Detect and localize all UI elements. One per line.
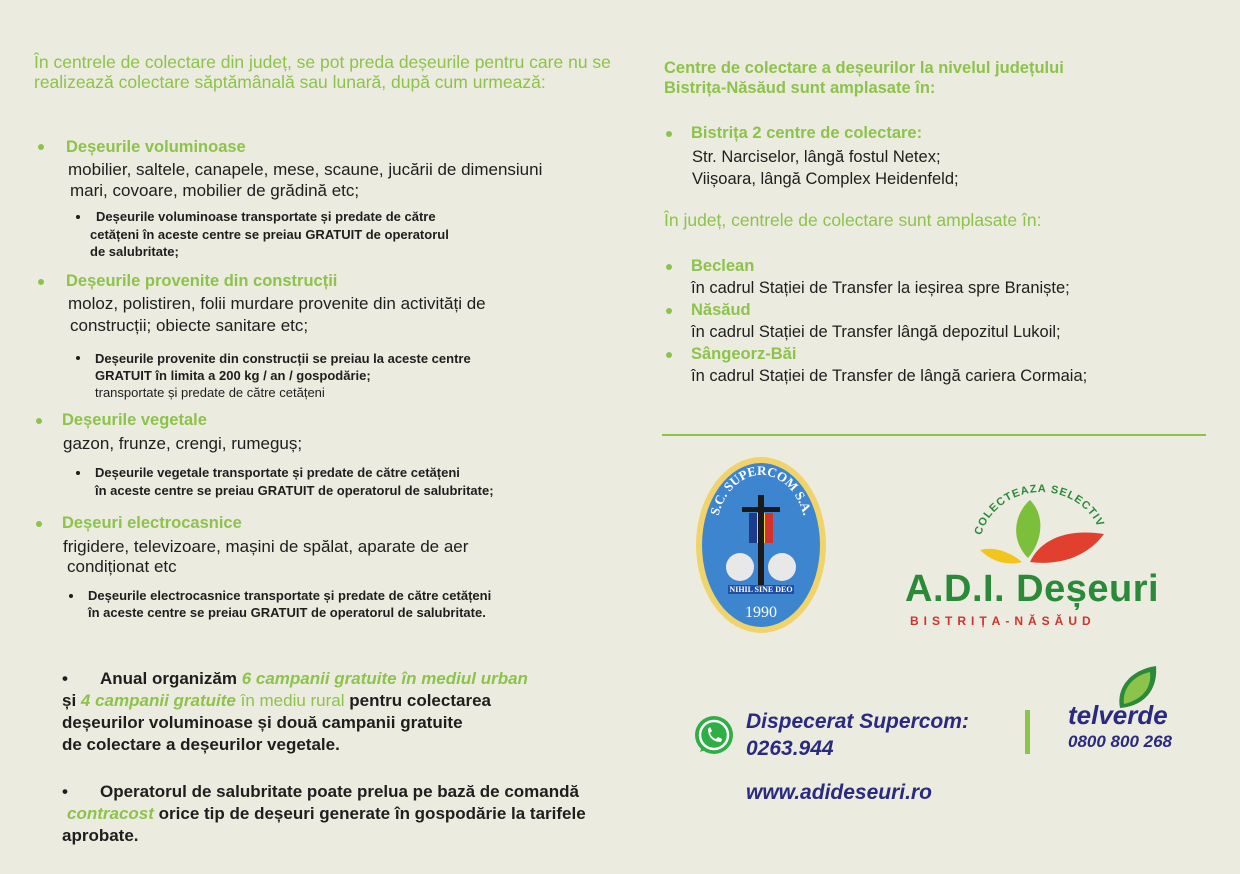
adi-title: A.D.I. Deșeuri	[905, 568, 1160, 610]
bullet-dot	[666, 352, 672, 358]
intro-text: În centrele de colectare din județ, se pot preda deșeurile pentru care nu se realizează colectare săptămânală sau lunară, după cum urmează:	[34, 52, 611, 92]
adi-subtitle: BISTRIȚA-NĂSĂUD	[910, 614, 1096, 628]
dispatcher-label: Dispecerat Supercom:	[746, 710, 969, 733]
supercom-year: 1990	[745, 604, 777, 621]
operator-text: aprobate.	[62, 826, 139, 845]
campaign-rural-label: în mediu rural	[240, 691, 345, 710]
category-title-vegetale: Deșeurile vegetale	[62, 411, 207, 429]
category-note: Deșeurile provenite din construcții se preiau la aceste centre	[95, 351, 471, 366]
category-desc: construcții; obiecte sanitare etc;	[70, 316, 309, 335]
campaign-text: de colectare a deșeurilor vegetale.	[62, 735, 340, 754]
category-note: transportate și predate de către cetățeni	[95, 385, 325, 400]
bistrita-location: Str. Narciselor, lângă fostul Netex;	[692, 148, 941, 166]
campaign-text: Anual organizăm	[100, 669, 237, 688]
divider	[662, 434, 1206, 436]
adi-arc-text: COLECTEAZA SELECTIV	[972, 482, 1107, 537]
supercom-motto: NIHIL SINE DEO	[729, 585, 793, 594]
campaign-rural: 4 campanii gratuite	[80, 691, 236, 710]
contact-divider	[1025, 710, 1030, 754]
dispatcher-phone: 0263.944	[746, 737, 834, 760]
operator-text: orice tip de deșeuri generate în gospodărie la tarifele	[158, 804, 586, 823]
note-dot	[76, 356, 80, 360]
location-nasaud: Năsăud	[691, 301, 751, 319]
campaign-paragraph: • Anual organizăm 6 campanii gratuite în mediul urban și 4 campanii gratuite în mediu rural pentru colectarea deșeurilor voluminoase și două campanii gratuite de colectare a deșeurilor vegetale.	[62, 668, 662, 756]
bullet-dot	[36, 418, 42, 424]
bullet-dot	[38, 144, 44, 150]
adi-leaves-logo	[970, 470, 1110, 570]
category-note: cetățeni în aceste centre se preiau GRATUIT de operatorul	[90, 227, 449, 242]
category-desc: gazon, frunze, crengi, rumeguș;	[63, 434, 303, 453]
telverde-phone: 0800 800 268	[1068, 732, 1172, 751]
note-dot	[76, 471, 80, 475]
bullet-dot	[666, 131, 672, 137]
bistrita-title: Bistrița 2 centre de colectare:	[691, 124, 923, 142]
dispatcher-contact	[746, 708, 969, 762]
location-beclean: Beclean	[691, 257, 755, 275]
category-title-voluminoase: Deșeurile voluminoase	[66, 138, 246, 156]
category-note: Deșeurile vegetale transportate și predate de către cetățeni	[95, 465, 460, 480]
category-desc: mari, covoare, mobilier de grădină etc;	[70, 181, 360, 200]
category-title-electrocasnice: Deșeuri electrocasnice	[62, 514, 242, 532]
category-desc: condiționat etc	[67, 557, 177, 576]
category-note: în aceste centre se preiau GRATUIT de operatorul de salubritate;	[95, 483, 494, 498]
category-note: de salubritate;	[90, 244, 179, 259]
note-dot	[69, 594, 73, 598]
operator-text: Operatorul de salubritate poate prelua pe bază de comandă	[100, 782, 579, 801]
location-sangeorz: Sângeorz-Băi	[691, 345, 797, 363]
bullet-dot	[38, 279, 44, 285]
campaign-text: și	[62, 691, 77, 710]
bistrita-location: Viișoara, lângă Complex Heidenfeld;	[692, 170, 959, 188]
operator-contracost: contracost	[67, 804, 154, 823]
category-desc: mobilier, saltele, canapele, mese, scaune, jucării de dimensiuni	[68, 160, 543, 179]
bullet-dot	[666, 308, 672, 314]
supercom-name: S.C. SUPERCOM S.A.	[706, 462, 816, 517]
location-desc: în cadrul Stației de Transfer la ieșirea spre Braniște;	[691, 279, 1070, 297]
whatsapp-icon	[692, 714, 736, 758]
category-title-constructii: Deșeurile provenite din construcții	[66, 272, 338, 290]
website-link[interactable]: www.adideseuri.ro	[746, 781, 932, 804]
campaign-text: deșeurilor voluminoase și două campanii gratuite	[62, 713, 463, 732]
category-desc: moloz, polistiren, folii murdare provenite din activități de	[68, 294, 486, 313]
right-title-line1: Centre de colectare a deșeurilor la nivelul județului	[664, 59, 1064, 77]
category-desc: frigidere, televizoare, mașini de spălat, aparate de aer	[63, 537, 469, 556]
right-title	[664, 58, 1204, 98]
bullet-dot	[36, 521, 42, 527]
telverde-logo: telverde	[1068, 700, 1168, 730]
campaign-text: pentru colectarea	[349, 691, 491, 710]
category-note: Deșeurile electrocasnice transportate și predate de către cetățeni	[88, 588, 492, 603]
note-dot	[76, 215, 80, 219]
category-note: în aceste centre se preiau GRATUIT de operatorul de salubritate.	[88, 605, 486, 620]
campaign-urban: 6 campanii gratuite în mediul urban	[241, 669, 528, 688]
category-note: Deșeurile voluminoase transportate și predate de către	[96, 209, 436, 224]
right-title-line2: Bistrița-Năsăud sunt amplasate în:	[664, 79, 936, 97]
location-desc: în cadrul Stației de Transfer lângă depozitul Lukoil;	[691, 323, 1061, 341]
location-desc: în cadrul Stației de Transfer de lângă cariera Cormaia;	[691, 367, 1088, 385]
bullet-dot	[666, 264, 672, 270]
supercom-logo	[694, 455, 828, 635]
judet-heading: În județ, centrele de colectare sunt amplasate în:	[664, 210, 1042, 230]
operator-paragraph: • Operatorul de salubritate poate prelua pe bază de comandă contracost orice tip de deșeuri generate în gospodărie la tarifele aprobate.	[62, 781, 702, 847]
category-note: GRATUIT în limita a 200 kg / an / gospodărie;	[95, 368, 371, 383]
